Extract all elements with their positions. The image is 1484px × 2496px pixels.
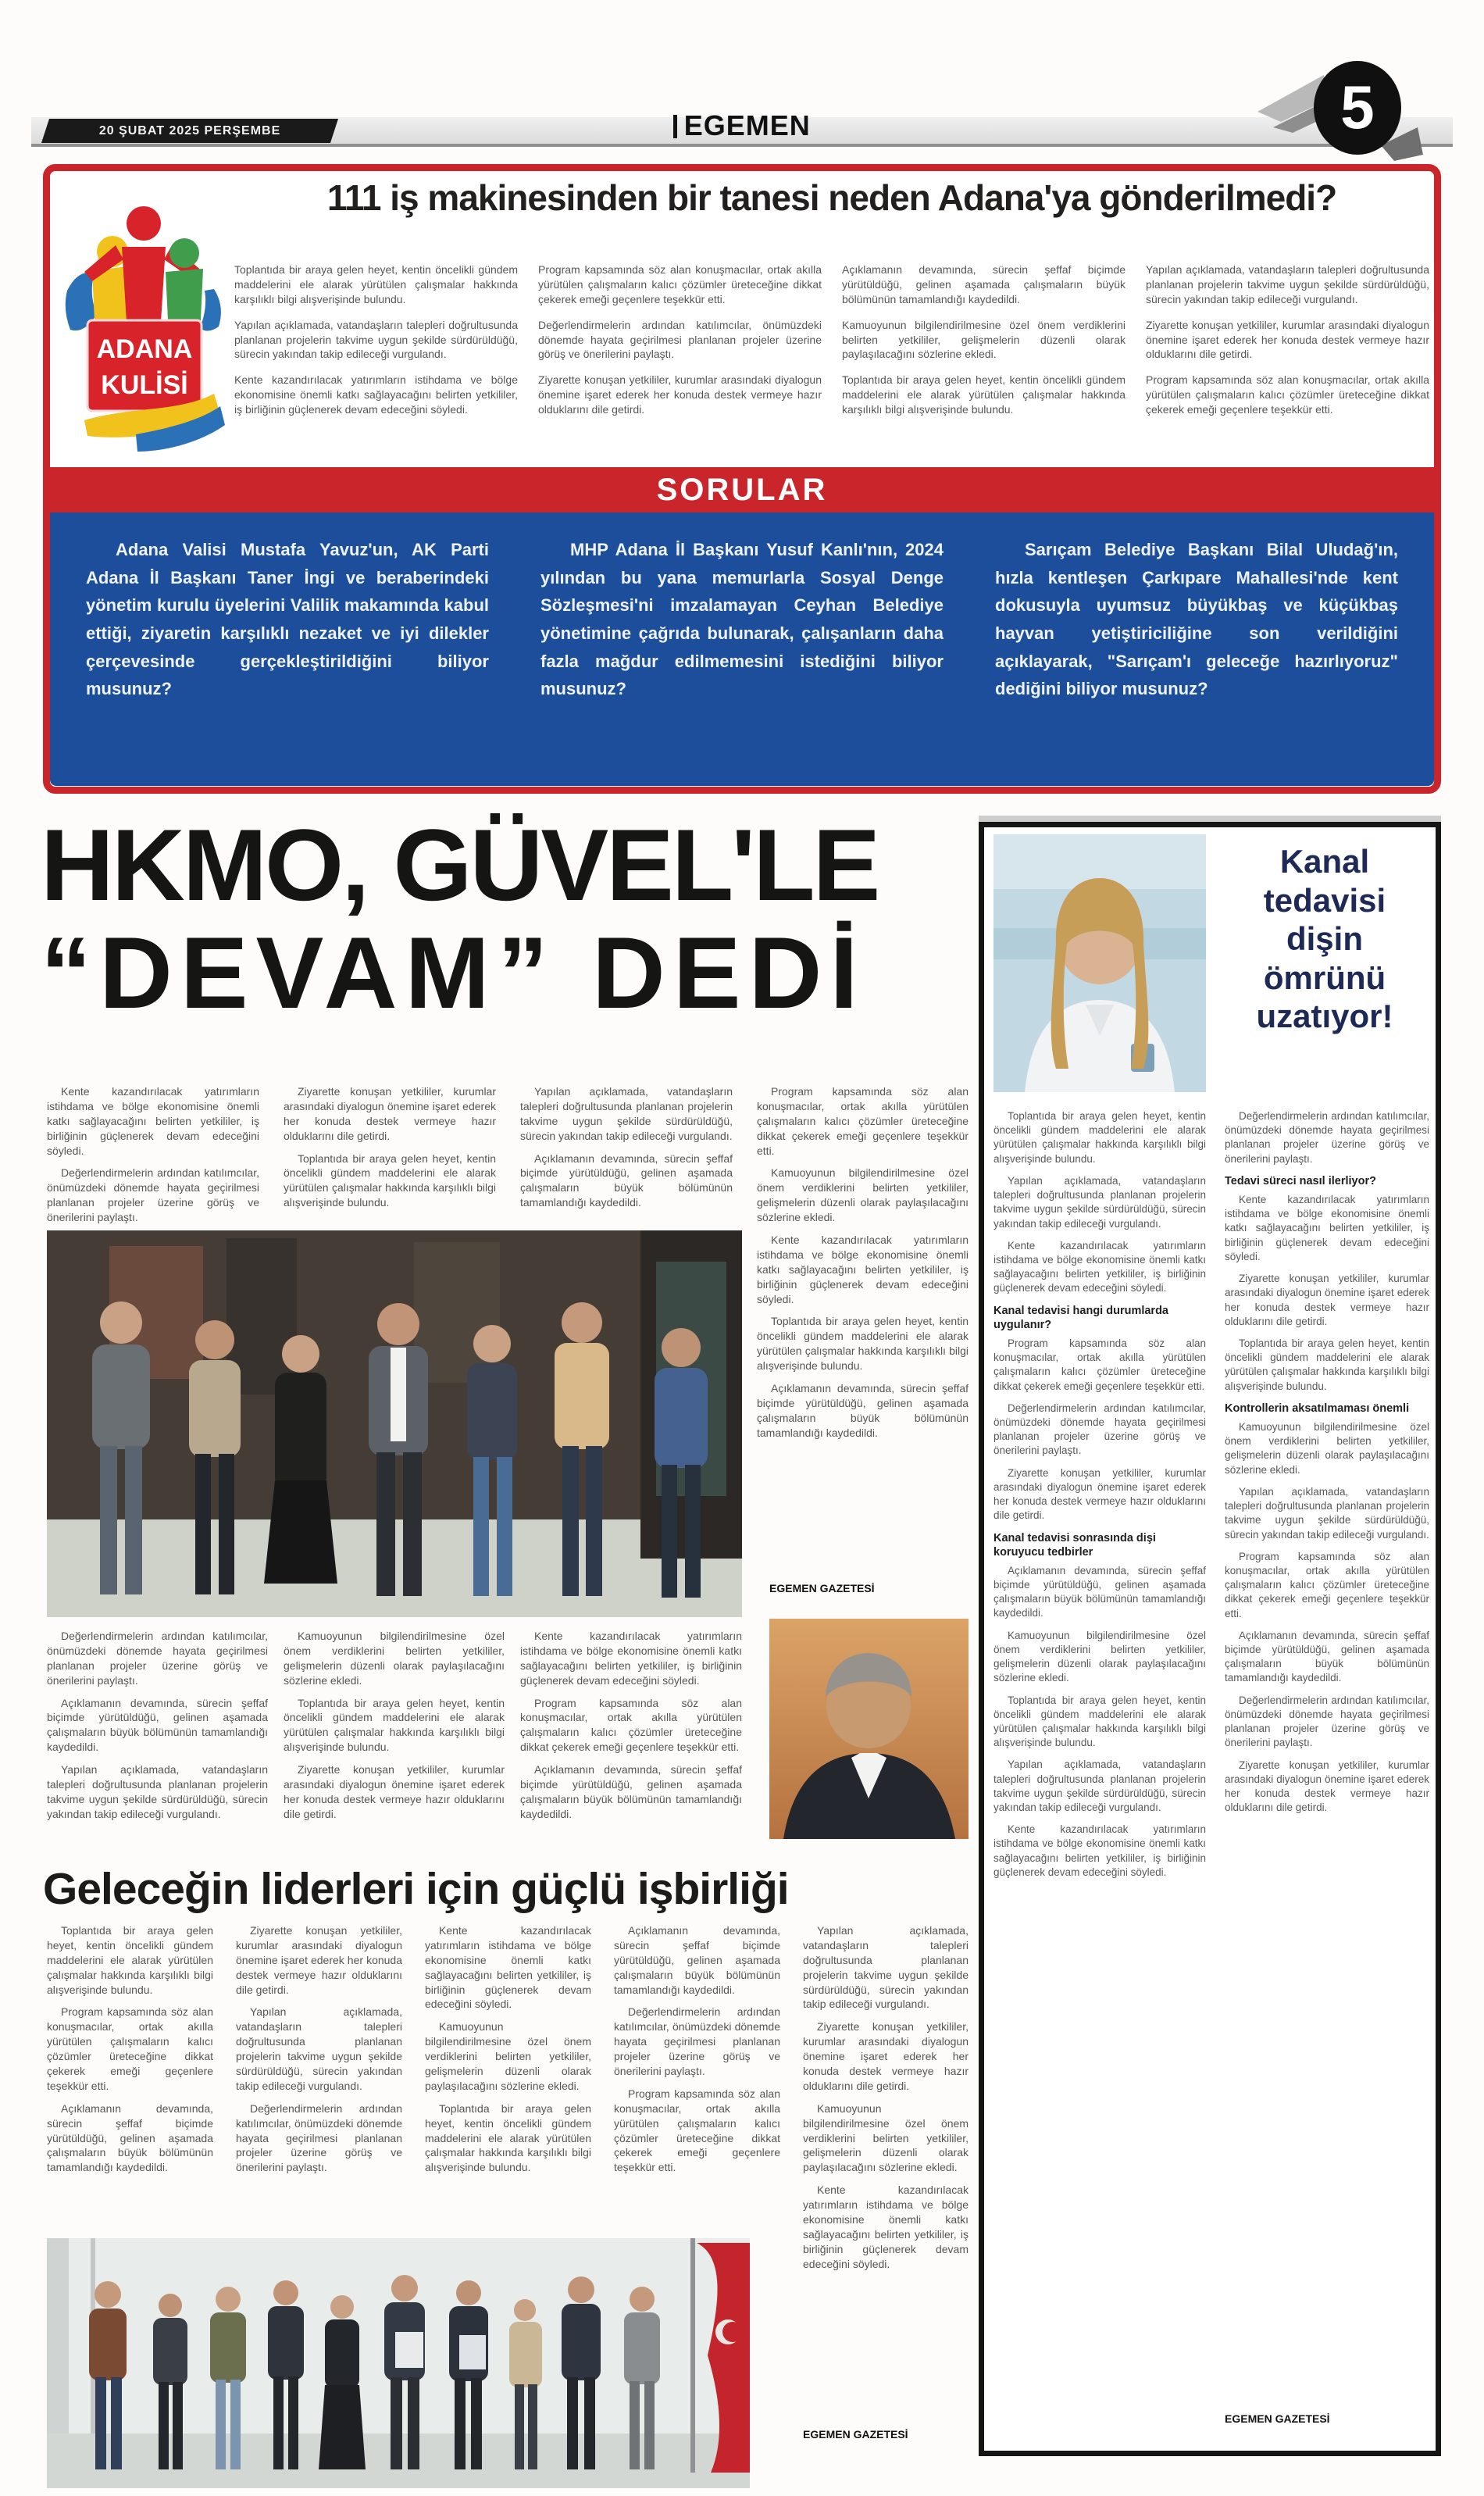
body-paragraph: Ziyarette konuşan yetkililer, kurumlar arasındaki diyalogun önemine işaret ederek her konuda destek vermeye hazır olduklarını dile getirdi. bbox=[1146, 318, 1429, 361]
column-subhead: Kanal tedavisi sonrasında dişi koruyucu tedbirler bbox=[993, 1531, 1156, 1559]
body-paragraph: Toplantıda bir araya gelen heyet, kentin öncelikli gündem maddelerini ele alarak yürütülen çalışmalar hakkında karşılıklı bilgi alışverişinde bulundu. bbox=[284, 1152, 496, 1209]
column-subhead: Kontrollerin aksatılmaması önemli bbox=[1225, 1402, 1410, 1415]
body-paragraph: Kamuoyunun bilgilendirilmesine özel önem verdiklerini belirten yetkililer, gelişmelerin düzenli olarak paylaşılacağını sözlerine ekledi. bbox=[842, 318, 1125, 361]
sorular-banner-text: SORULAR bbox=[656, 472, 828, 507]
article-column bbox=[47, 1923, 213, 2228]
article-column bbox=[520, 1084, 733, 1223]
article-column bbox=[47, 1629, 268, 1834]
body-paragraph: Kente kazandırılacak yatırımların istihdama ve bölge ekonomisine önemli katkı sağlayacağını belirten yetkililer, iş birliğinin güçlenerek devam edeceğini söyledi. bbox=[993, 1823, 1206, 1878]
column-subhead: Kanal tedavisi hangi durumlarda uygulanır? bbox=[993, 1304, 1168, 1331]
body-paragraph: Değerlendirmelerin ardından katılımcılar, önümüzdeki dönemde hayata geçirilmesi planlanan projeler üzerine görüş ve önerilerini paylaştı. bbox=[47, 1630, 268, 1687]
masthead-name: EGEMEN bbox=[683, 109, 811, 141]
question-item: Adana Valisi Mustafa Yavuz'un, AK Parti Adana İl Başkanı Taner İngi ve beraberindeki yönetim kurulu üyelerini Valilik makamında kabul ettiği, ziyaretin karşılıklı nezaket ve iyi dilekler çerçevesinde gerçekleştirildiğini biliyor musunuz? bbox=[86, 540, 489, 699]
body-paragraph: Program kapsamında söz alan konuşmacılar, ortak akılla yürütülen çalışmaların kalıcı çözümler üreteceğine dikkat çekerek emeği geçenlere teşekkür etti. bbox=[1146, 373, 1429, 416]
body-paragraph: Kente kazandırılacak yatırımların istihdama ve bölge ekonomisine önemli katkı sağlayacağını belirten yetkililer, iş birliğinin güçlenerek devam edeceğini söyledi. bbox=[993, 1239, 1206, 1294]
article-column bbox=[284, 1084, 496, 1223]
body-paragraph: Toplantıda bir araya gelen heyet, kentin öncelikli gündem maddelerini ele alarak yürütülen çalışmalar hakkında karşılıklı bilgi alışverişinde bulundu. bbox=[757, 1315, 969, 1373]
body-paragraph: Program kapsamında söz alan konuşmacılar, ortak akılla yürütülen çalışmaların kalıcı çözümler üreteceğine dikkat çekerek emeği geçenlere teşekkür etti. bbox=[993, 1337, 1206, 1392]
body-paragraph: Değerlendirmelerin ardından katılımcılar, önümüzdeki dönemde hayata geçirilmesi planlanan projeler üzerine görüş ve önerilerini paylaştı. bbox=[47, 1166, 259, 1223]
article-column bbox=[236, 1923, 402, 2228]
adana-kulisi-logo bbox=[61, 197, 227, 456]
body-paragraph: Toplantıda bir araya gelen heyet, kentin öncelikli gündem maddelerini ele alarak yürütülen çalışmalar hakkında karşılıklı bilgi alışverişinde bulundu. bbox=[842, 373, 1125, 416]
page-number-text: 5 bbox=[1340, 73, 1375, 141]
body-paragraph: Açıklamanın devamında, sürecin şeffaf biçimde yürütüldüğü, gelinen aşamada çalışmaların büyük bölümünün tamamlandığı kaydedildi. bbox=[614, 1924, 780, 1996]
body-paragraph: Yapılan açıklamada, vatandaşların talepleri doğrultusunda planlanan projelerin takvime uygun şekilde sürdürüldüğü, sürecin yakından takip edileceği vurgulandı. bbox=[1225, 1485, 1429, 1541]
story-byline: EGEMEN GAZETESİ bbox=[769, 1582, 875, 1594]
logo-figures-icon bbox=[61, 197, 227, 456]
second-story-headline: Geleceğin liderleri için güçlü işbirliği bbox=[43, 1864, 789, 1914]
top-story-headline: 111 iş makinesinden bir tanesi neden Adana'ya gönderilmedi? bbox=[326, 177, 1337, 218]
body-paragraph: Açıklamanın devamında, sürecin şeffaf biçimde yürütüldüğü, gelinen aşamada çalışmaların büyük bölümünün tamamlandığı kaydedildi. bbox=[757, 1382, 969, 1439]
sidebar-column bbox=[1225, 1109, 1429, 2405]
sidebar-headline bbox=[1215, 842, 1434, 1036]
body-paragraph: Toplantıda bir araya gelen heyet, kentin öncelikli gündem maddelerini ele alarak yürütülen çalışmalar hakkında karşılıklı bilgi alışverişinde bulundu. bbox=[993, 1694, 1206, 1749]
body-paragraph: Kente kazandırılacak yatırımların istihdama ve bölge ekonomisine önemli katkı sağlayacağını belirten yetkililer, iş birliğinin güçlenerek devam edeceğini söyledi. bbox=[520, 1630, 742, 1687]
page-number-swoosh-icon bbox=[1250, 53, 1429, 162]
body-paragraph: Yapılan açıklamada, vatandaşların talepleri doğrultusunda planlanan projelerin takvime uygun şekilde sürdürüldüğü, sürecin yakından takip edileceği vurgulandı. bbox=[520, 1085, 733, 1142]
body-paragraph: Değerlendirmelerin ardından katılımcılar, önümüzdeki dönemde hayata geçirilmesi planlanan projeler üzerine görüş ve önerilerini paylaştı. bbox=[993, 1402, 1206, 1457]
body-paragraph: Açıklamanın devamında, sürecin şeffaf biçimde yürütüldüğü, gelinen aşamada çalışmaların büyük bölümünün tamamlandığı kaydedildi. bbox=[842, 263, 1125, 305]
body-paragraph: Ziyarette konuşan yetkililer, kurumlar arasındaki diyalogun önemine işaret ederek her konuda destek vermeye hazır olduklarını dile getirdi. bbox=[993, 1466, 1206, 1522]
body-paragraph: Program kapsamında söz alan konuşmacılar, ortak akılla yürütülen çalışmaların kalıcı çözümler üreteceğine dikkat çekerek emeği geçenlere teşekkür etti. bbox=[614, 2087, 780, 2174]
body-paragraph: Program kapsamında söz alan konuşmacılar, ortak akılla yürütülen çalışmaların kalıcı çözümler üreteceğine dikkat çekerek emeği geçenlere teşekkür etti. bbox=[1225, 1550, 1429, 1619]
body-paragraph: Değerlendirmelerin ardından katılımcılar, önümüzdeki dönemde hayata geçirilmesi planlanan projeler üzerine görüş ve önerilerini paylaştı. bbox=[1225, 1694, 1429, 1749]
logo-label-line2: KULİSİ bbox=[101, 370, 188, 400]
sidebar-headline-text: Kanal tedavisi dişin ömrünü uzatıyor! bbox=[1256, 843, 1393, 1035]
body-paragraph: Açıklamanın devamında, sürecin şeffaf biçimde yürütüldüğü, gelinen aşamada çalışmaların büyük bölümünün tamamlandığı kaydedildi. bbox=[47, 1696, 268, 1754]
logo-label-line1: ADANA bbox=[96, 334, 193, 364]
article-column bbox=[47, 1084, 259, 1223]
main-headline-line2: “DEVAM” DEDİ bbox=[41, 916, 866, 1030]
dentist-photo bbox=[993, 834, 1206, 1092]
body-paragraph: Yapılan açıklamada, vatandaşların talepleri doğrultusunda planlanan projelerin takvime uygun şekilde sürdürüldüğü, sürecin yakından takip edileceği vurgulandı. bbox=[803, 1924, 969, 2011]
body-paragraph: Kente kazandırılacak yatırımların istihdama ve bölge ekonomisine önemli katkı sağlayacağını belirten yetkililer, iş birliğinin güçlenerek devam edeceğini söyledi. bbox=[803, 2184, 969, 2270]
top-story-column bbox=[1146, 252, 1429, 461]
body-paragraph: Toplantıda bir araya gelen heyet, kentin öncelikli gündem maddelerini ele alarak yürütülen çalışmalar hakkında karşılıklı bilgi alışverişinde bulundu. bbox=[47, 1924, 213, 1996]
body-paragraph: Kente kazandırılacak yatırımların istihdama ve bölge ekonomisine önemli katkı sağlayacağını belirten yetkililer, iş birliğinin güçlenerek devam edeceğini söyledi. bbox=[234, 373, 518, 416]
sidebar-column bbox=[993, 1109, 1206, 2409]
questions-box bbox=[50, 512, 1434, 786]
body-paragraph: Yapılan açıklamada, vatandaşların talepleri doğrultusunda planlanan projelerin takvime uygun şekilde sürdürüldüğü, sürecin yakından takip edileceği vurgulandı. bbox=[236, 2005, 402, 2092]
page-number-badge bbox=[1250, 53, 1429, 162]
body-paragraph: Kente kazandırılacak yatırımların istihdama ve bölge ekonomisine önemli katkı sağlayacağını belirten yetkililer, iş birliğinin güçlenerek devam edeceğini söyledi. bbox=[425, 1924, 591, 2011]
body-paragraph: Açıklamanın devamında, sürecin şeffaf biçimde yürütüldüğü, gelinen aşamada çalışmaların büyük bölümünün tamamlandığı kaydedildi. bbox=[47, 2101, 213, 2174]
article-column bbox=[520, 1629, 742, 1834]
body-paragraph: Program kapsamında söz alan konuşmacılar, ortak akılla yürütülen çalışmaların kalıcı çözümler üreteceğine dikkat çekerek emeği geçenlere teşekkür etti. bbox=[520, 1696, 742, 1754]
masthead-tick bbox=[673, 115, 677, 138]
main-group-photo bbox=[47, 1230, 742, 1617]
body-paragraph: Kamuoyunun bilgilendirilmesine özel önem verdiklerini belirten yetkililer, gelişmelerin düzenli olarak paylaşılacağını sözlerine ekledi. bbox=[757, 1166, 969, 1224]
portrait-photo bbox=[769, 1619, 969, 1839]
article-column bbox=[757, 1084, 969, 1553]
body-paragraph: Kente kazandırılacak yatırımların istihdama ve bölge ekonomisine önemli katkı sağlayacağını belirten yetkililer, iş birliğinin güçlenerek devam edeceğini söyledi. bbox=[757, 1234, 969, 1305]
body-paragraph: Değerlendirmelerin ardından katılımcılar, önümüzdeki dönemde hayata geçirilmesi planlanan projeler üzerine görüş ve önerilerini paylaştı. bbox=[538, 318, 822, 361]
body-paragraph: Değerlendirmelerin ardından katılımcılar, önümüzdeki dönemde hayata geçirilmesi planlanan projeler üzerine görüş ve önerilerini paylaştı. bbox=[614, 2005, 780, 2078]
body-paragraph: Yapılan açıklamada, vatandaşların talepleri doğrultusunda planlanan projelerin takvime uygun şekilde sürdürüldüğü, sürecin yakından takip edileceği vurgulandı. bbox=[993, 1759, 1206, 1814]
body-paragraph: Kente kazandırılacak yatırımların istihdama ve bölge ekonomisine önemli katkı sağlayacağını belirten yetkililer, iş birliğinin güçlenerek devam edeceğini söyledi. bbox=[1225, 1194, 1429, 1262]
question-item: MHP Adana İl Başkanı Yusuf Kanlı'nın, 2024 yılından bu yana memurlarla Sosyal Denge Sözleşmesi'ni imzalamayan Ceyhan Belediye yönetimine çağrıda bulunarak, çalışanların daha fazla mağdur edilmemesini istediğini biliyor musunuz? bbox=[540, 540, 944, 699]
top-story-column bbox=[842, 252, 1125, 461]
body-paragraph: Değerlendirmelerin ardından katılımcılar, önümüzdeki dönemde hayata geçirilmesi planlanan projeler üzerine görüş ve önerilerini paylaştı. bbox=[1225, 1110, 1429, 1165]
top-story-column bbox=[538, 252, 822, 461]
body-paragraph: Yapılan açıklamada, vatandaşların talepleri doğrultusunda planlanan projelerin takvime uygun şekilde sürdürüldüğü, sürecin yakından takip edileceği vurgulandı. bbox=[1146, 263, 1429, 305]
body-paragraph: Toplantıda bir araya gelen heyet, kentin öncelikli gündem maddelerini ele alarak yürütülen çalışmalar hakkında karşılıklı bilgi alışverişinde bulundu. bbox=[1225, 1337, 1429, 1392]
body-paragraph: Kamuoyunun bilgilendirilmesine özel önem verdiklerini belirten yetkililer, gelişmelerin düzenli olarak paylaşılacağını sözlerine ekledi. bbox=[425, 2020, 591, 2092]
body-paragraph: Ziyarette konuşan yetkililer, kurumlar arasındaki diyalogun önemine işaret ederek her konuda destek vermeye hazır olduklarını dile getirdi. bbox=[1225, 1273, 1429, 1327]
body-paragraph: Toplantıda bir araya gelen heyet, kentin öncelikli gündem maddelerini ele alarak yürütülen çalışmalar hakkında karşılıklı bilgi alışverişinde bulundu. bbox=[284, 1696, 505, 1754]
body-paragraph: Program kapsamında söz alan konuşmacılar, ortak akılla yürütülen çalışmaların kalıcı çözümler üreteceğine dikkat çekerek emeği geçenlere teşekkür etti. bbox=[538, 263, 822, 305]
article-column bbox=[284, 1629, 505, 1834]
bottom-group-photo bbox=[47, 2238, 750, 2488]
body-paragraph: Toplantıda bir araya gelen heyet, kentin öncelikli gündem maddelerini ele alarak yürütülen çalışmalar hakkında karşılıklı bilgi alışverişinde bulundu. bbox=[993, 1110, 1206, 1165]
article-column bbox=[614, 1923, 780, 2228]
body-paragraph: Toplantıda bir araya gelen heyet, kentin öncelikli gündem maddelerini ele alarak yürütülen çalışmalar hakkında karşılıklı bilgi alışverişinde bulundu. bbox=[234, 263, 518, 305]
main-headline-line1: HKMO, GÜVEL'LE bbox=[41, 808, 879, 922]
body-paragraph: Yapılan açıklamada, vatandaşların talepleri doğrultusunda planlanan projelerin takvime uygun şekilde sürdürüldüğü, sürecin yakından takip edileceği vurgulandı. bbox=[47, 1763, 268, 1820]
body-paragraph: Kamuoyunun bilgilendirilmesine özel önem verdiklerini belirten yetkililer, gelişmelerin düzenli olarak paylaşılacağını sözlerine ekledi. bbox=[993, 1629, 1206, 1684]
body-paragraph: Değerlendirmelerin ardından katılımcılar, önümüzdeki dönemde hayata geçirilmesi planlanan projeler üzerine görüş ve önerilerini paylaştı. bbox=[236, 2101, 402, 2174]
body-paragraph: Açıklamanın devamında, sürecin şeffaf biçimde yürütüldüğü, gelinen aşamada çalışmaların büyük bölümünün tamamlandığı kaydedildi. bbox=[993, 1564, 1206, 1619]
body-paragraph: Açıklamanın devamında, sürecin şeffaf biçimde yürütüldüğü, gelinen aşamada çalışmaların büyük bölümünün tamamlandığı kaydedildi. bbox=[520, 1152, 733, 1209]
body-paragraph: Ziyarette konuşan yetkililer, kurumlar arasındaki diyalogun önemine işaret ederek her konuda destek vermeye hazır olduklarını dile getirdi. bbox=[1225, 1759, 1429, 1814]
body-paragraph: Program kapsamında söz alan konuşmacılar, ortak akılla yürütülen çalışmaların kalıcı çözümler üreteceğine dikkat çekerek emeği geçenlere teşekkür etti. bbox=[757, 1085, 969, 1157]
body-paragraph: Yapılan açıklamada, vatandaşların talepleri doğrultusunda planlanan projelerin takvime uygun şekilde sürdürüldüğü, sürecin yakından takip edileceği vurgulandı. bbox=[234, 318, 518, 361]
body-paragraph: Ziyarette konuşan yetkililer, kurumlar arasındaki diyalogun önemine işaret ederek her konuda destek vermeye hazır olduklarını dile getirdi. bbox=[236, 1924, 402, 1996]
body-paragraph: Açıklamanın devamında, sürecin şeffaf biçimde yürütüldüğü, gelinen aşamada çalışmaların büyük bölümünün tamamlandığı kaydedildi. bbox=[1225, 1629, 1429, 1684]
question-item: Sarıçam Belediye Başkanı Bilal Uludağ'ın, hızla kentleşen Çarkıpare Mahallesi'nde kent dokusuyla uyumsuz büyükbaş ve küçükbaş hayvan yetiştiriciliğine son verildiğini açıklayarak, "Sarıçam'ı geleceğe hazırlıyoruz" dediğini biliyor musunuz? bbox=[995, 540, 1398, 699]
body-paragraph: Program kapsamında söz alan konuşmacılar, ortak akılla yürütülen çalışmaların kalıcı çözümler üreteceğine dikkat çekerek emeği geçenlere teşekkür etti. bbox=[47, 2005, 213, 2092]
body-paragraph: Toplantıda bir araya gelen heyet, kentin öncelikli gündem maddelerini ele alarak yürütülen çalışmalar hakkında karşılıklı bilgi alışverişinde bulundu. bbox=[425, 2101, 591, 2174]
body-paragraph: Yapılan açıklamada, vatandaşların talepleri doğrultusunda planlanan projelerin takvime uygun şekilde sürdürüldüğü, sürecin yakından takip edileceği vurgulandı. bbox=[993, 1174, 1206, 1230]
body-paragraph: Kamuoyunun bilgilendirilmesine özel önem verdiklerini belirten yetkililer, gelişmelerin düzenli olarak paylaşılacağını sözlerine ekledi. bbox=[284, 1630, 505, 1687]
body-paragraph: Ziyarette konuşan yetkililer, kurumlar arasındaki diyalogun önemine işaret ederek her konuda destek vermeye hazır olduklarını dile getirdi. bbox=[538, 373, 822, 416]
article-column bbox=[803, 1923, 969, 2423]
body-paragraph: Kamuoyunun bilgilendirilmesine özel önem verdiklerini belirten yetkililer, gelişmelerin düzenli olarak paylaşılacağını sözlerine ekledi. bbox=[1225, 1420, 1429, 1476]
story-byline: EGEMEN GAZETESİ bbox=[1225, 2412, 1330, 2425]
top-story-columns bbox=[234, 252, 1429, 461]
story-byline: EGEMEN GAZETESİ bbox=[803, 2428, 908, 2441]
body-paragraph: Açıklamanın devamında, sürecin şeffaf biçimde yürütüldüğü, gelinen aşamada çalışmaların büyük bölümünün tamamlandığı kaydedildi. bbox=[520, 1763, 742, 1820]
article-column bbox=[425, 1923, 591, 2228]
sorular-banner bbox=[50, 467, 1434, 512]
column-subhead: Tedavi süreci nasıl ilerliyor? bbox=[1225, 1174, 1376, 1187]
date-text: 20 ŞUBAT 2025 PERŞEMBE bbox=[98, 123, 281, 137]
top-story-column bbox=[234, 252, 518, 461]
body-paragraph: Ziyarette konuşan yetkililer, kurumlar arasındaki diyalogun önemine işaret ederek her konuda destek vermeye hazır olduklarını dile getirdi. bbox=[284, 1085, 496, 1142]
body-paragraph: Ziyarette konuşan yetkililer, kurumlar arasındaki diyalogun önemine işaret ederek her konuda destek vermeye hazır olduklarını dile getirdi. bbox=[284, 1763, 505, 1820]
body-paragraph: Kente kazandırılacak yatırımların istihdama ve bölge ekonomisine önemli katkı sağlayacağını belirten yetkililer, iş birliğinin güçlenerek devam edeceğini söyledi. bbox=[47, 1085, 259, 1157]
body-paragraph: Kamuoyunun bilgilendirilmesine özel önem verdiklerini belirten yetkililer, gelişmelerin düzenli olarak paylaşılacağını sözlerine ekledi. bbox=[803, 2101, 969, 2174]
body-paragraph: Ziyarette konuşan yetkililer, kurumlar arasındaki diyalogun önemine işaret ederek her konuda destek vermeye hazır olduklarını dile getirdi. bbox=[803, 2020, 969, 2092]
